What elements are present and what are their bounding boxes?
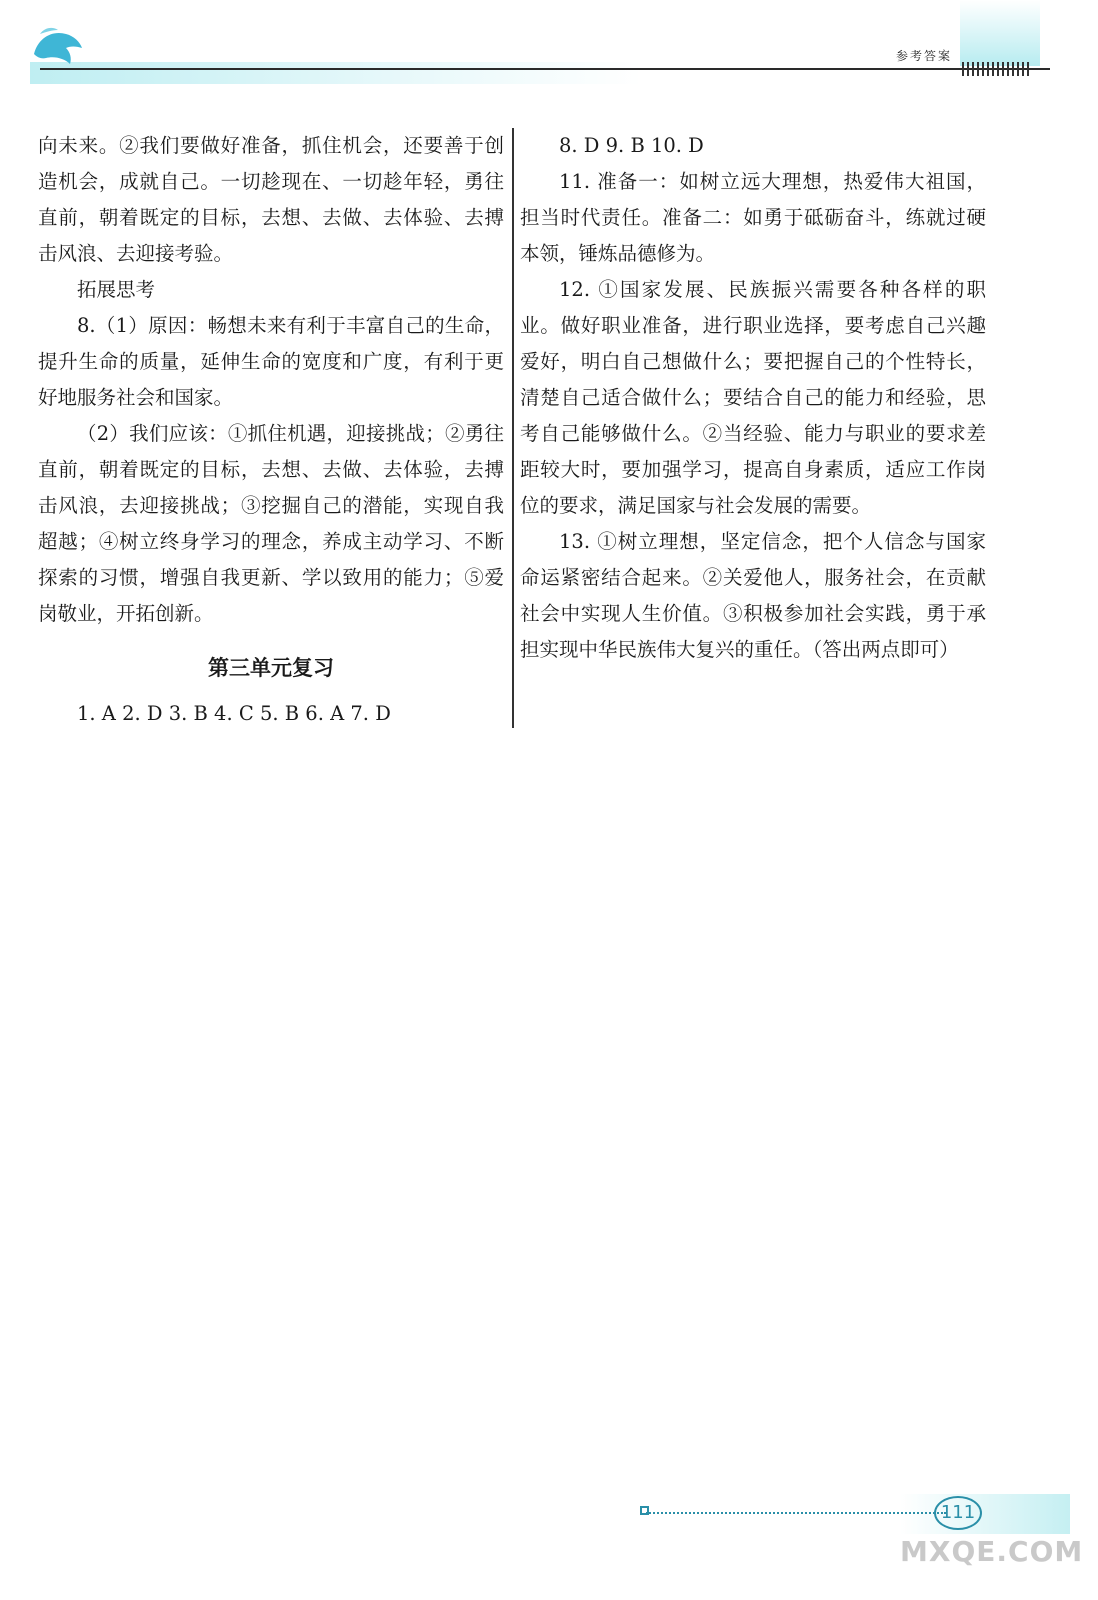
paragraph: 向未来。②我们要做好准备，抓住机会，还要善于创造机会，成就自己。一切趁现在、一切趁年轻，勇往直前，朝着既定的目标，去想、去做、去体验、去搏击风浪、去迎接考验。 [38, 134, 504, 265]
header-ticks [962, 62, 1029, 76]
left-column [38, 128, 504, 732]
paragraph: 11. 准备一：如树立远大理想，热爱伟大祖国，担当时代责任。准备二：如勇于砥砺奋斗，练就过硬本领，锤炼品德修为。 [520, 170, 986, 265]
paragraph: （2）我们应该：①抓住机遇，迎接挑战；②勇往直前，朝着既定的目标，去想、去做、去体验，去搏击风浪，去迎接挑战；③挖掘自己的潜能，实现自我超越；④树立终身学习的理念，养成主动学习、不断探索的习惯，增强自我更新、学以致用的能力；⑤爱岗敬业，开拓创新。 [38, 422, 504, 625]
dolphin-logo-icon [30, 24, 86, 70]
right-column [520, 128, 986, 668]
paragraph: 12. ①国家发展、民族振兴需要各种各样的职业。做好职业准备，进行职业选择，要考虑自己兴趣爱好，明白自己想做什么；要把握自己的个性特长，清楚自己适合做什么；要结合自己的能力和经验，思考自己能够做什么。②当经验、能力与职业的要求差距较大时，要加强学习，提高自身素质，适应工作岗位的要求，满足国家与社会发展的需要。 [520, 278, 986, 517]
header-label: 参考答案 [896, 49, 953, 63]
page-number: 111 [934, 1496, 982, 1530]
header-rule [40, 68, 1050, 70]
answer-line: 8. D 9. B 10. D [559, 134, 704, 157]
header-corner-fade [960, 0, 1040, 66]
section-heading: 拓展思考 [77, 278, 156, 301]
header-band [30, 62, 1050, 84]
footer-dotted-rule [646, 1512, 946, 1516]
paragraph: 8.（1）原因：畅想未来有利于丰富自己的生命，提升生命的质量，延伸生命的宽度和广度，有利于更好地服务社会和国家。 [38, 314, 504, 409]
answer-line: 1. A 2. D 3. B 4. C 5. B 6. A 7. D [77, 702, 391, 725]
paragraph: 13. ①树立理想，坚定信念，把个人信念与国家命运紧密结合起来。②关爱他人，服务社会，在贡献社会中实现人生价值。③积极参加社会实践，勇于承担实现中华民族伟大复兴的重任。（答出两点即可） [520, 530, 986, 661]
column-divider [512, 128, 514, 728]
unit-title: 第三单元复习 [208, 656, 334, 680]
watermark: MXQE.COM [900, 1535, 1084, 1568]
